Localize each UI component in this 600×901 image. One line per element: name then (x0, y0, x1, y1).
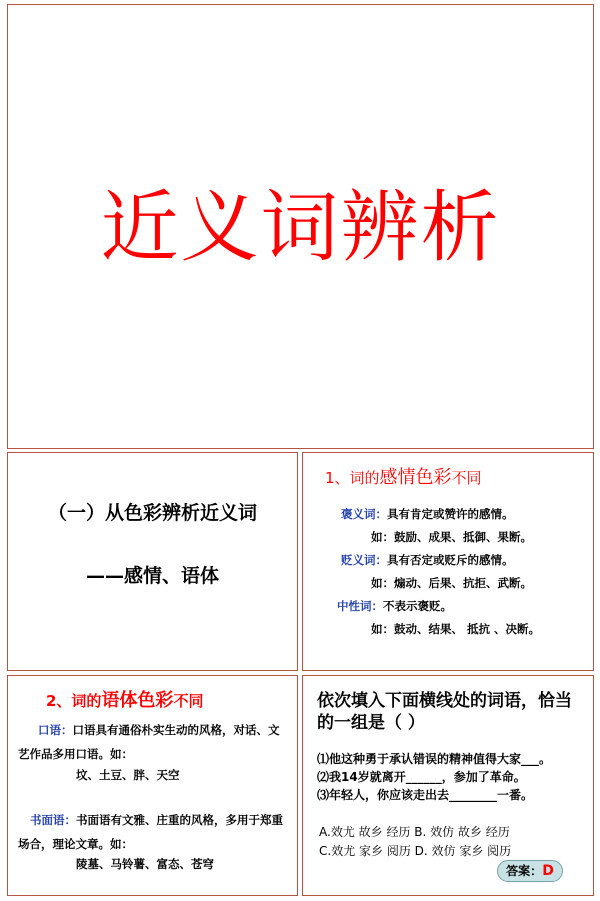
emotional-title-suffix: 不同 (451, 469, 482, 487)
answer-value: D (542, 863, 554, 879)
emotional-title (325, 463, 482, 489)
register-title-prefix: 2、词的 (46, 692, 102, 710)
register-title-suffix: 不同 (173, 692, 204, 710)
commendatory-definition (341, 506, 514, 522)
section-slide (7, 452, 298, 671)
answer-label: 答案： (506, 864, 543, 878)
title-slide (7, 4, 594, 449)
emotional-title-highlight: 感情色彩 (379, 467, 452, 488)
options-cd: C.效尤 家乡 阅历 D. 效仿 家乡 阅历 (319, 844, 512, 858)
derogatory-text: 具有否定或贬斥的感情。 (387, 553, 514, 567)
commendatory-term: 褒义词： (341, 507, 387, 521)
neutral-term: 中性词： (337, 599, 383, 613)
written-definition (18, 808, 289, 856)
oral-definition (18, 718, 289, 766)
slide-title: 近义词辨析 (100, 183, 501, 273)
neutral-text: 不表示褒贬。 (383, 599, 452, 613)
commendatory-text: 具有肯定或赞许的感情。 (387, 507, 514, 521)
oral-text: 口语具有通俗朴实生动的风格，对话、文艺作品多用口语。如： (18, 723, 280, 761)
derogatory-definition (341, 552, 514, 568)
commendatory-example: 如：鼓励、成果、抵御、果断。 (371, 530, 532, 544)
question-3: ⑶年轻人，你应该走出去________一番。 (317, 788, 534, 802)
oral-example: 坟、土豆、胖、天空 (76, 768, 180, 782)
question-2: ⑵我14岁就离开______，参加了革命。 (317, 770, 526, 784)
register-title-highlight: 语体色彩 (101, 690, 174, 711)
written-example: 陵墓、马铃薯、富态、苍穹 (76, 857, 214, 871)
derogatory-term: 贬义词： (341, 553, 387, 567)
answer-button[interactable] (497, 860, 563, 882)
neutral-example: 如：鼓动、结果、 抵抗 、决断。 (371, 622, 541, 636)
question-1: ⑴他这种勇于承认错误的精神值得大家___。 (317, 752, 552, 766)
section-heading: （一）从色彩辨析近义词 (47, 502, 257, 524)
oral-term: 口语： (38, 723, 73, 737)
written-term: 书面语： (30, 813, 76, 827)
derogatory-example: 如：煽动、后果、抗拒、武断。 (371, 576, 532, 590)
register-title (46, 686, 203, 712)
register-color-slide (7, 675, 298, 896)
section-subheading: ——感情、语体 (85, 565, 219, 587)
written-text: 书面语有文雅、庄重的风格，多用于郑重场合，理论文章。如： (18, 813, 283, 851)
exercise-slide (302, 675, 594, 896)
neutral-definition (337, 598, 452, 614)
options-ab: A.效尤 故乡 经历 B. 效仿 故乡 经历 (319, 825, 510, 839)
exercise-prompt: 依次填入下面横线处的词语，恰当的一组是（ ） (317, 691, 572, 733)
emotional-title-prefix: 1、词的 (325, 469, 380, 487)
emotional-color-slide (302, 452, 594, 671)
